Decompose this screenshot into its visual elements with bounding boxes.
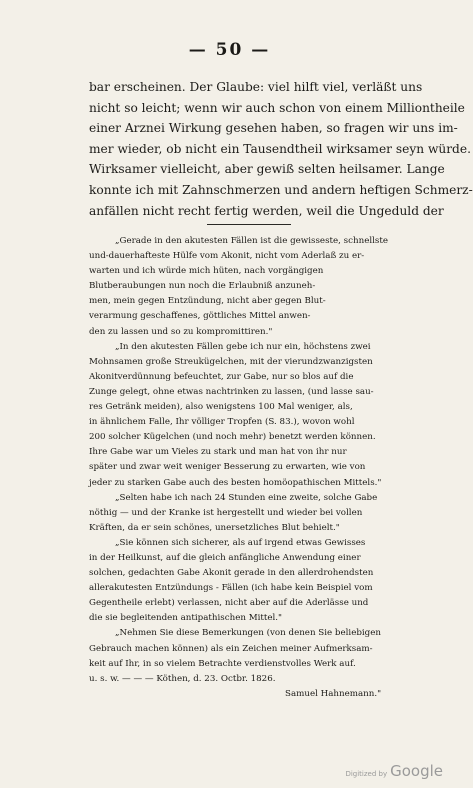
footnote-line: 200 solcher Kügelchen (und noch mehr) benetzt werden können. xyxy=(89,432,376,443)
footnote-line: men, mein gegen Entzündung, nicht aber gegen Blut- xyxy=(89,296,326,307)
footnote-line: Mohnsamen große Streukügelchen, mit der vierundzwanzigsten xyxy=(89,356,373,367)
footnote-line: Gebrauch machen können) als ein Zeichen meiner Aufmerksam- xyxy=(89,643,373,654)
footnote-line: allerakutesten Entzündungs - Fällen (ich habe kein Beispiel vom xyxy=(89,583,373,594)
footnote-line: und-dauerhafteste Hülfe vom Akonit, nicht vom Aderlaß zu er- xyxy=(89,251,365,262)
footnote-line: keit auf Ihr, in so vielem Betrachte verdienstvolles Werk auf. xyxy=(89,658,356,669)
footnote-line: später und zwar weit weniger Besserung zu erwarten, wie von xyxy=(89,462,366,473)
footnote-line: „Nehmen Sie diese Bemerkungen (von denen Sie beliebigen xyxy=(115,628,381,639)
body-line: anfällen nicht recht fertig werden, weil die Ungeduld der xyxy=(89,203,444,218)
footnote-line: nöthig — und der Kranke ist hergestellt und wieder bei vollen xyxy=(89,507,363,518)
main-text xyxy=(89,77,473,221)
body-line: bar erscheinen. Der Glaube: viel hilft viel, verläßt uns xyxy=(89,80,423,94)
footnote-line: Blutberaubungen nun noch die Erlaubniß anzuneh- xyxy=(89,281,316,292)
footnote-line: den zu lassen und so zu kompromittiren." xyxy=(89,326,273,337)
footnote-line: Kräften, da er sein schönes, unersetzliches Blut behielt." xyxy=(89,522,340,533)
footnote-line: Akonitverdünnung befeuchtet, zur Gabe, nur so blos auf die xyxy=(89,371,354,382)
footnote-block xyxy=(89,234,435,702)
footnote-line: „Selten habe ich nach 24 Stunden eine zweite, solche Gabe xyxy=(115,492,378,503)
footnote-line: in der Heilkunst, auf die gleich anfängliche Anwendung einer xyxy=(89,552,361,563)
footnote-line: „In den akutesten Fällen gebe ich nur ein, höchstens zwei xyxy=(115,341,371,352)
footnote-line: Zunge gelegt, ohne etwas nachtrinken zu lassen, (und lasse sau- xyxy=(89,386,374,397)
footnote-line: u. s. w. — — — Köthen, d. 23. Octbr. 1826. xyxy=(89,673,276,684)
digitized-by-google-watermark xyxy=(345,762,443,780)
body-line: nicht so leicht; wenn wir auch schon von einem Milliontheile xyxy=(89,100,465,115)
watermark-prefix: Digitized by xyxy=(345,770,388,778)
body-line: einer Arznei Wirkung gesehen haben, so fragen wir uns im- xyxy=(89,121,458,136)
footnote-line: die sie begleitenden antipathischen Mittel." xyxy=(89,613,283,624)
footnote-line: Ihre Gabe war um Vieles zu stark und man hat von ihr nur xyxy=(89,447,347,458)
body-line: Wirksamer vielleicht, aber gewiß selten heilsamer. Lange xyxy=(89,162,445,177)
footnote-line: warten und ich würde mich hüten, nach vorgängigen xyxy=(89,266,324,277)
watermark-brand: Google xyxy=(390,762,443,780)
footnote-line: „Gerade in den akutesten Fällen ist die gewisseste, schnellste xyxy=(115,236,388,246)
footnote-line: in ähnlichem Falle, Ihr völliger Tropfen (S. 83.), wovon wohl xyxy=(89,417,355,428)
footnote-line: res Getränk meiden), also wenigstens 100 Mal weniger, als, xyxy=(89,402,353,413)
footnote-line: jeder zu starken Gabe auch des besten homöopathischen Mittels." xyxy=(89,477,382,488)
footnote-line: solchen, gedachten Gabe Akonit gerade in den allerdrohendsten xyxy=(89,568,374,579)
footnote-line: verarmung geschaffenes, göttliches Mittel anwen- xyxy=(89,311,311,322)
signature: Samuel Hahnemann." xyxy=(285,688,382,699)
footnote-separator-rule xyxy=(207,224,291,225)
footnote-line: „Sie können sich sicherer, als auf irgend etwas Gewisses xyxy=(115,537,366,548)
footnote-line: Gegentheile erlebt) verlassen, nicht aber auf die Aderlässe und xyxy=(89,598,369,609)
body-line: konnte ich mit Zahnschmerzen und andern heftigen Schmerz- xyxy=(89,182,473,197)
body-line: mer wieder, ob nicht ein Tausendtheil wirksamer seyn würde. xyxy=(89,141,471,156)
page-number: — 50 — xyxy=(188,40,271,60)
